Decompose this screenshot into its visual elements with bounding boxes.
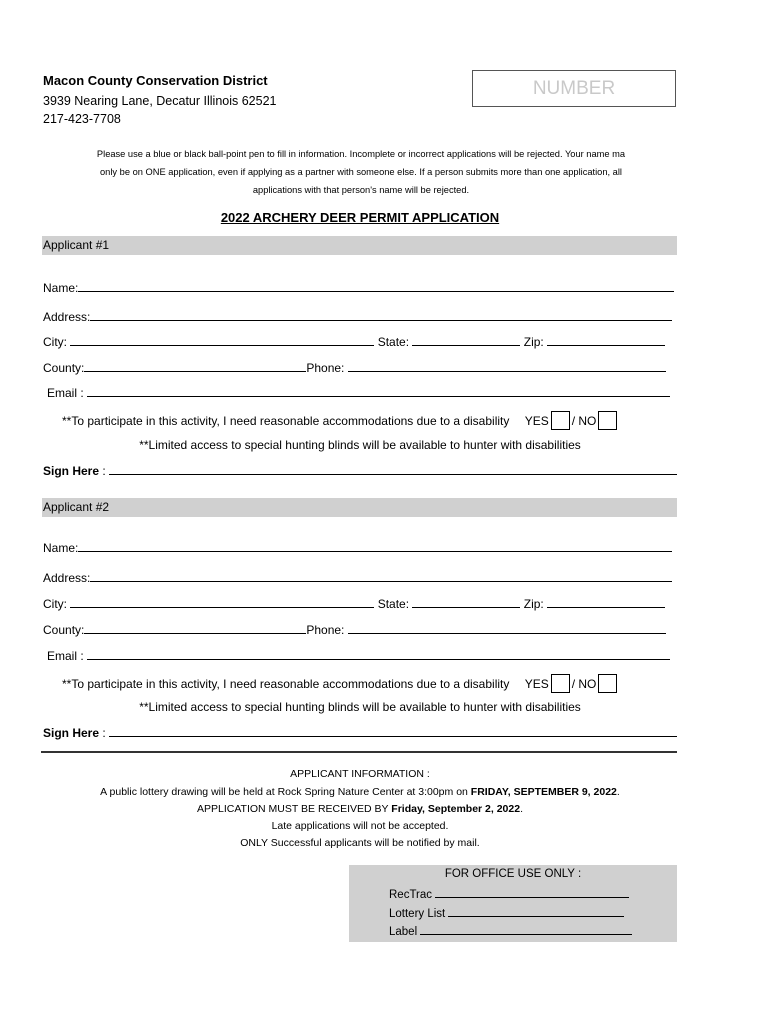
instructions-line-2: only be on ONE application, even if applying as a partner with someone else. If a person submits more than one application, all — [100, 167, 622, 177]
applicant-1-limited-access-note: **Limited access to special hunting blinds will be available to hunter with disabilities — [139, 438, 581, 452]
deadline-date: Friday, September 2, 2022 — [391, 803, 521, 815]
notify-note: ONLY Successful applicants will be notified by mail. — [240, 837, 480, 849]
no-label: / NO — [571, 677, 597, 691]
deadline-note — [0, 803, 720, 815]
applicant-info-heading: APPLICANT INFORMATION : — [290, 768, 430, 780]
email-label: Email : — [47, 649, 84, 663]
applicant-2-address-field[interactable] — [90, 571, 672, 582]
lottery-note — [0, 786, 720, 798]
zip-label: Zip: — [523, 597, 544, 611]
label-label: Label — [389, 926, 418, 938]
yes-label: YES — [524, 677, 549, 691]
applicant-1-signature-field[interactable] — [109, 464, 677, 475]
applicant-1-address-field[interactable] — [90, 310, 672, 321]
rectrac-field[interactable] — [435, 887, 629, 898]
applicant-1-address-row — [43, 310, 672, 324]
applicant-2-city-field[interactable] — [70, 597, 374, 608]
email-label: Email : — [47, 386, 84, 400]
sign-colon: : — [99, 464, 106, 478]
applicant-1-accommodation-row — [62, 411, 619, 430]
name-label: Name: — [43, 281, 79, 295]
organization-phone: 217-423-7708 — [43, 112, 121, 126]
address-label: Address: — [43, 310, 91, 324]
instructions-line-3: applications with that person's name will be rejected. — [252, 185, 470, 195]
deadline-note-text: APPLICATION MUST BE RECEIVED BY — [196, 803, 392, 815]
applicant-1-email-field[interactable] — [87, 386, 670, 397]
address-label: Address: — [43, 571, 91, 585]
form-title-text: 2022 ARCHERY DEER PERMIT APPLICATION — [220, 210, 500, 225]
applicant-2-accommodation-row — [62, 674, 619, 693]
lottery-list-label: Lottery List — [389, 908, 446, 920]
city-label: City: — [43, 335, 67, 349]
deadline-note-end: . — [520, 803, 524, 815]
applicant-1-sign-row — [43, 464, 677, 478]
section-divider — [41, 751, 677, 753]
state-label: State: — [377, 597, 410, 611]
applicant-1-yes-checkbox[interactable] — [551, 411, 570, 430]
lottery-note-text: A public lottery drawing will be held at Rock Spring Nature Center at 3:00pm on — [100, 786, 471, 798]
rectrac-row — [389, 887, 629, 901]
applicant-1-state-field[interactable] — [412, 335, 520, 346]
applicant-1-city-row — [43, 335, 665, 349]
lottery-date: FRIDAY, SEPTEMBER 9, 2022 — [470, 786, 617, 798]
applicant-2-email-row — [47, 649, 670, 663]
no-label: / NO — [571, 414, 597, 428]
lottery-list-row — [389, 906, 624, 920]
city-label: City: — [43, 597, 67, 611]
applicant-2-yes-checkbox[interactable] — [551, 674, 570, 693]
accommodation-text: **To participate in this activity, I need reasonable accommodations due to a disability — [62, 414, 510, 428]
instructions — [45, 145, 677, 199]
phone-label: Phone: — [306, 361, 345, 375]
applicant-2-heading: Applicant #2 — [42, 498, 677, 517]
label-field[interactable] — [420, 924, 632, 935]
applicant-2-state-field[interactable] — [412, 597, 520, 608]
organization-address: 3939 Nearing Lane, Decatur Illinois 62521 — [43, 94, 277, 108]
late-note: Late applications will not be accepted. — [271, 820, 449, 832]
applicant-1-phone-field[interactable] — [348, 361, 666, 372]
organization-name: Macon County Conservation District — [43, 73, 268, 88]
applicant-2-city-row — [43, 597, 665, 611]
applicant-2-phone-field[interactable] — [348, 623, 666, 634]
applicant-2-limited-access-note: **Limited access to special hunting blinds will be available to hunter with disabilities — [139, 700, 581, 714]
applicant-2-name-field[interactable] — [78, 541, 672, 552]
applicant-2-signature-field[interactable] — [109, 726, 677, 737]
lottery-note-end: . — [616, 786, 620, 798]
applicant-2-sign-row — [43, 726, 677, 740]
applicant-1-no-checkbox[interactable] — [598, 411, 617, 430]
number-box: NUMBER — [472, 70, 676, 107]
label-row — [389, 924, 632, 938]
yes-label: YES — [524, 414, 549, 428]
applicant-2-no-checkbox[interactable] — [598, 674, 617, 693]
applicant-1-heading: Applicant #1 — [42, 236, 677, 255]
applicant-1-email-row — [47, 386, 670, 400]
rectrac-label: RecTrac — [389, 889, 433, 901]
instructions-line-1: Please use a blue or black ball-point pen to fill in information. Incomplete or incorrect applications will be rejected. Your name ma — [96, 149, 626, 159]
state-label: State: — [377, 335, 410, 349]
county-label: County: — [43, 361, 85, 375]
applicant-1-county-row — [43, 361, 666, 375]
applicant-2-email-field[interactable] — [87, 649, 670, 660]
applicant-2-county-field[interactable] — [84, 623, 306, 634]
phone-label: Phone: — [306, 623, 345, 637]
name-label: Name: — [43, 541, 79, 555]
zip-label: Zip: — [523, 335, 544, 349]
applicant-1-county-field[interactable] — [84, 361, 306, 372]
office-use-title: FOR OFFICE USE ONLY : — [444, 868, 582, 880]
sign-label: Sign Here — [43, 726, 100, 740]
county-label: County: — [43, 623, 85, 637]
applicant-1-name-field[interactable] — [78, 281, 674, 292]
applicant-2-zip-field[interactable] — [547, 597, 665, 608]
lottery-list-field[interactable] — [448, 906, 624, 917]
form-title — [0, 210, 720, 225]
sign-colon: : — [99, 726, 106, 740]
applicant-2-county-row — [43, 623, 666, 637]
sign-label: Sign Here — [43, 464, 100, 478]
applicant-1-name-row — [43, 281, 674, 295]
accommodation-text: **To participate in this activity, I need reasonable accommodations due to a disability — [62, 677, 510, 691]
applicant-1-zip-field[interactable] — [547, 335, 665, 346]
applicant-2-address-row — [43, 571, 672, 585]
applicant-2-name-row — [43, 541, 672, 555]
applicant-1-city-field[interactable] — [70, 335, 374, 346]
